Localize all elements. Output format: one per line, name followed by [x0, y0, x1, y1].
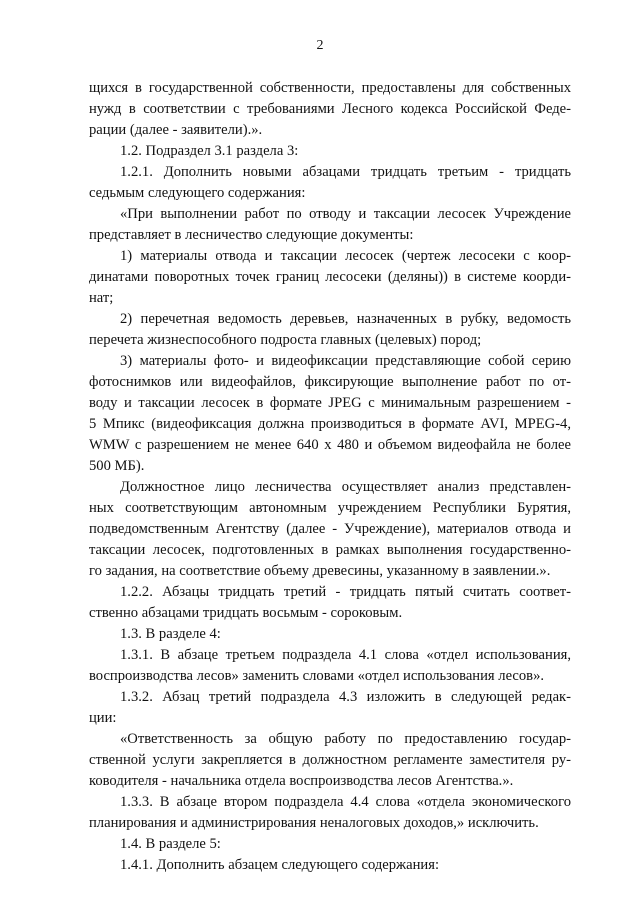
text-line: 1.2.2. Абзацы тридцать третий - тридцать пятый считать соответ-	[120, 584, 571, 600]
text-line: 1) материалы отвода и таксации лесосек (чертеж лесосеки с коор-	[120, 248, 571, 264]
text-line: «Ответственность за общую работу по предоставлению государ-	[120, 731, 571, 747]
text-line: динатами поворотных точек границ лесосеки (деляны)) в системе коорди-	[89, 269, 571, 285]
text-line: 2) перечетная ведомость деревьев, назначенных в рубку, ведомость	[120, 311, 571, 327]
text-line: ственно абзацами тридцать восьмым - сороковым.	[89, 605, 403, 621]
text-line: го задания, на соответствие объему древесины, указанному в заявлении.».	[89, 563, 551, 579]
text-line: ции:	[89, 710, 117, 726]
text-line: рации (далее - заявители).».	[89, 122, 263, 138]
text-line: нат;	[89, 290, 114, 306]
text-line: 1.3.3. В абзаце втором подраздела 4.4 слова «отдела экономического	[120, 794, 571, 810]
text-line: нужд в соответствии с требованиями Лесного кодекса Российской Феде-	[89, 101, 571, 117]
text-line: щихся в государственной собственности, предоставлены для собственных	[89, 80, 571, 96]
text-line: 1.3.1. В абзаце третьем подраздела 4.1 слова «отдел использования,	[120, 647, 571, 663]
text-line: 1.4.1. Дополнить абзацем следующего содержания:	[120, 857, 440, 873]
text-line: 1.3.2. Абзац третий подраздела 4.3 изложить в следующей редак-	[120, 689, 571, 705]
text-line: ководителя - начальника отдела воспроизводства лесов Агентства.».	[89, 773, 514, 789]
text-line: ных соответствующим автономным учреждением Республики Бурятия,	[89, 500, 571, 516]
text-line: планирования и администрирования неналоговых доходов,» исключить.	[89, 815, 539, 831]
text-line: 1.4. В разделе 5:	[120, 836, 221, 852]
text-line: ственной услуги закрепляется в должностном регламенте заместителя ру-	[89, 752, 571, 768]
text-line: WMW с разрешением не менее 640 х 480 и объемом видеофайла не более	[89, 437, 571, 453]
text-line: воспроизводства лесов» заменить словами «отдел использования лесов».	[89, 668, 545, 684]
text-line: подведомственным Агентству (далее - Учреждение), материалов отвода и	[89, 521, 571, 537]
text-line: фотоснимков или видеофайлов, фиксирующие выполнение работ по от-	[89, 374, 571, 390]
text-line: воду и таксации лесосек в формате JPEG с минимальным разрешением -	[89, 395, 571, 411]
text-line: 3) материалы фото- и видеофиксации представляющие собой серию	[120, 353, 571, 369]
text-line: представляет в лесничество следующие документы:	[89, 227, 414, 243]
page-number: 2	[316, 38, 324, 53]
text-line: «При выполнении работ по отводу и таксации лесосек Учреждение	[120, 206, 571, 222]
text-line: 5 Мпикс (видеофиксация должна производиться в формате AVI, MPEG-4,	[89, 416, 571, 432]
text-line: 1.2.1. Дополнить новыми абзацами тридцать третьим - тридцать	[120, 164, 571, 180]
text-line: 500 МБ).	[89, 458, 145, 474]
text-line: таксации лесосек, подготовленных в рамках выполнения государственно-	[89, 542, 571, 558]
text-line: Должностное лицо лесничества осуществляет анализ представлен-	[120, 479, 571, 495]
text-line: перечета жизнеспособного подроста главных (целевых) пород;	[89, 332, 482, 348]
text-line: 1.2. Подраздел 3.1 раздела 3:	[120, 143, 299, 159]
text-line: седьмым следующего содержания:	[89, 185, 306, 201]
document-body	[89, 78, 571, 876]
text-line: 1.3. В разделе 4:	[120, 626, 221, 642]
